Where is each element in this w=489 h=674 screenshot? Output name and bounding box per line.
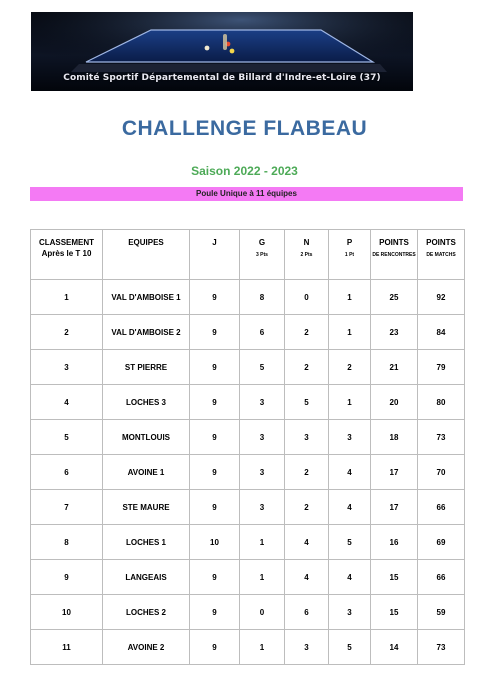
- cell-p: 2: [329, 350, 371, 385]
- cell-j: 9: [190, 595, 240, 630]
- cell-team: LOCHES 1: [103, 525, 190, 560]
- banner-caption: Comité Sportif Départemental de Billard d'Indre-et-Loire (37): [63, 73, 381, 83]
- cell-team: LANGEAIS: [103, 560, 190, 595]
- cell-rank: 9: [31, 560, 103, 595]
- cell-rank: 6: [31, 455, 103, 490]
- cell-j: 9: [190, 420, 240, 455]
- cell-n: 3: [285, 420, 329, 455]
- cell-rank: 3: [31, 350, 103, 385]
- ranking-table: [30, 229, 465, 665]
- cell-team: MONTLOUIS: [103, 420, 190, 455]
- cell-points-rencontres: 25: [371, 280, 418, 315]
- cell-team: VAL D'AMBOISE 1: [103, 280, 190, 315]
- table-row: [31, 350, 465, 385]
- cell-g: 8: [240, 280, 285, 315]
- cell-team: AVOINE 2: [103, 630, 190, 665]
- cell-g: 3: [240, 455, 285, 490]
- cell-p: 5: [329, 630, 371, 665]
- cell-points-rencontres: 16: [371, 525, 418, 560]
- cell-j: 9: [190, 315, 240, 350]
- cell-points-matchs: 79: [418, 350, 465, 385]
- cell-n: 2: [285, 490, 329, 525]
- table-row: [31, 455, 465, 490]
- cell-rank: 2: [31, 315, 103, 350]
- cell-g: 3: [240, 420, 285, 455]
- cell-points-rencontres: 17: [371, 490, 418, 525]
- ranking-table-body: [31, 280, 465, 665]
- cell-p: 3: [329, 595, 371, 630]
- cell-points-matchs: 73: [418, 420, 465, 455]
- table-row: [31, 560, 465, 595]
- cell-g: 0: [240, 595, 285, 630]
- cell-points-matchs: 66: [418, 560, 465, 595]
- cell-rank: 10: [31, 595, 103, 630]
- cell-points-matchs: 92: [418, 280, 465, 315]
- cell-team: STE MAURE: [103, 490, 190, 525]
- cell-team: ST PIERRE: [103, 350, 190, 385]
- cell-j: 9: [190, 490, 240, 525]
- cell-p: 1: [329, 315, 371, 350]
- cell-points-rencontres: 20: [371, 385, 418, 420]
- cell-points-rencontres: 14: [371, 630, 418, 665]
- cell-points-matchs: 84: [418, 315, 465, 350]
- cell-rank: 8: [31, 525, 103, 560]
- cell-g: 6: [240, 315, 285, 350]
- cell-j: 10: [190, 525, 240, 560]
- cell-p: 3: [329, 420, 371, 455]
- cell-g: 1: [240, 630, 285, 665]
- cell-j: 9: [190, 280, 240, 315]
- cell-p: 4: [329, 560, 371, 595]
- cell-n: 2: [285, 350, 329, 385]
- cell-team: VAL D'AMBOISE 2: [103, 315, 190, 350]
- cell-rank: 11: [31, 630, 103, 665]
- cell-team: AVOINE 1: [103, 455, 190, 490]
- table-row: [31, 420, 465, 455]
- cell-j: 9: [190, 350, 240, 385]
- cell-n: 3: [285, 630, 329, 665]
- header-banner: [31, 12, 413, 91]
- cell-g: 5: [240, 350, 285, 385]
- cell-p: 1: [329, 280, 371, 315]
- header-n: N 2 Pts: [285, 230, 329, 280]
- table-row: [31, 595, 465, 630]
- cell-points-rencontres: 15: [371, 560, 418, 595]
- cell-n: 5: [285, 385, 329, 420]
- cell-p: 4: [329, 490, 371, 525]
- cell-points-matchs: 59: [418, 595, 465, 630]
- cell-rank: 4: [31, 385, 103, 420]
- table-row: [31, 315, 465, 350]
- table-row: [31, 525, 465, 560]
- table-row: [31, 385, 465, 420]
- header-points-matchs: POINTS DE MATCHS: [418, 230, 465, 280]
- cell-p: 1: [329, 385, 371, 420]
- cell-team: LOCHES 2: [103, 595, 190, 630]
- header-equipes: EQUIPES: [103, 230, 190, 280]
- cell-j: 9: [190, 385, 240, 420]
- cell-points-matchs: 70: [418, 455, 465, 490]
- cell-g: 1: [240, 525, 285, 560]
- table-row: [31, 630, 465, 665]
- cell-rank: 7: [31, 490, 103, 525]
- cell-points-rencontres: 18: [371, 420, 418, 455]
- header-points-rencontres: POINTS DE RENCONTRES: [371, 230, 418, 280]
- cell-points-matchs: 73: [418, 630, 465, 665]
- cell-j: 9: [190, 630, 240, 665]
- cell-n: 4: [285, 560, 329, 595]
- cell-points-matchs: 80: [418, 385, 465, 420]
- cell-points-rencontres: 17: [371, 455, 418, 490]
- table-row: [31, 280, 465, 315]
- cell-rank: 5: [31, 420, 103, 455]
- cell-rank: 1: [31, 280, 103, 315]
- cell-n: 2: [285, 455, 329, 490]
- cell-n: 6: [285, 595, 329, 630]
- cell-p: 4: [329, 455, 371, 490]
- header-j: J: [190, 230, 240, 280]
- cell-team: LOCHES 3: [103, 385, 190, 420]
- poule-banner: Poule Unique à 11 équipes: [30, 187, 463, 201]
- cell-points-rencontres: 21: [371, 350, 418, 385]
- table-row: [31, 490, 465, 525]
- cell-g: 1: [240, 560, 285, 595]
- cell-points-matchs: 66: [418, 490, 465, 525]
- header-p: P 1 Pt: [329, 230, 371, 280]
- header-g: G 3 Pts: [240, 230, 285, 280]
- cell-n: 4: [285, 525, 329, 560]
- cell-p: 5: [329, 525, 371, 560]
- cell-points-rencontres: 23: [371, 315, 418, 350]
- cell-j: 9: [190, 560, 240, 595]
- cell-points-matchs: 69: [418, 525, 465, 560]
- table-header-row: [31, 230, 465, 280]
- cell-points-rencontres: 15: [371, 595, 418, 630]
- header-classement: CLASSEMENT Après le T 10: [31, 230, 103, 280]
- season-subtitle: Saison 2022 - 2023: [191, 164, 298, 178]
- page-title: CHALLENGE FLABEAU: [121, 117, 368, 140]
- cell-g: 3: [240, 490, 285, 525]
- cell-g: 3: [240, 385, 285, 420]
- cell-n: 2: [285, 315, 329, 350]
- cell-n: 0: [285, 280, 329, 315]
- cell-j: 9: [190, 455, 240, 490]
